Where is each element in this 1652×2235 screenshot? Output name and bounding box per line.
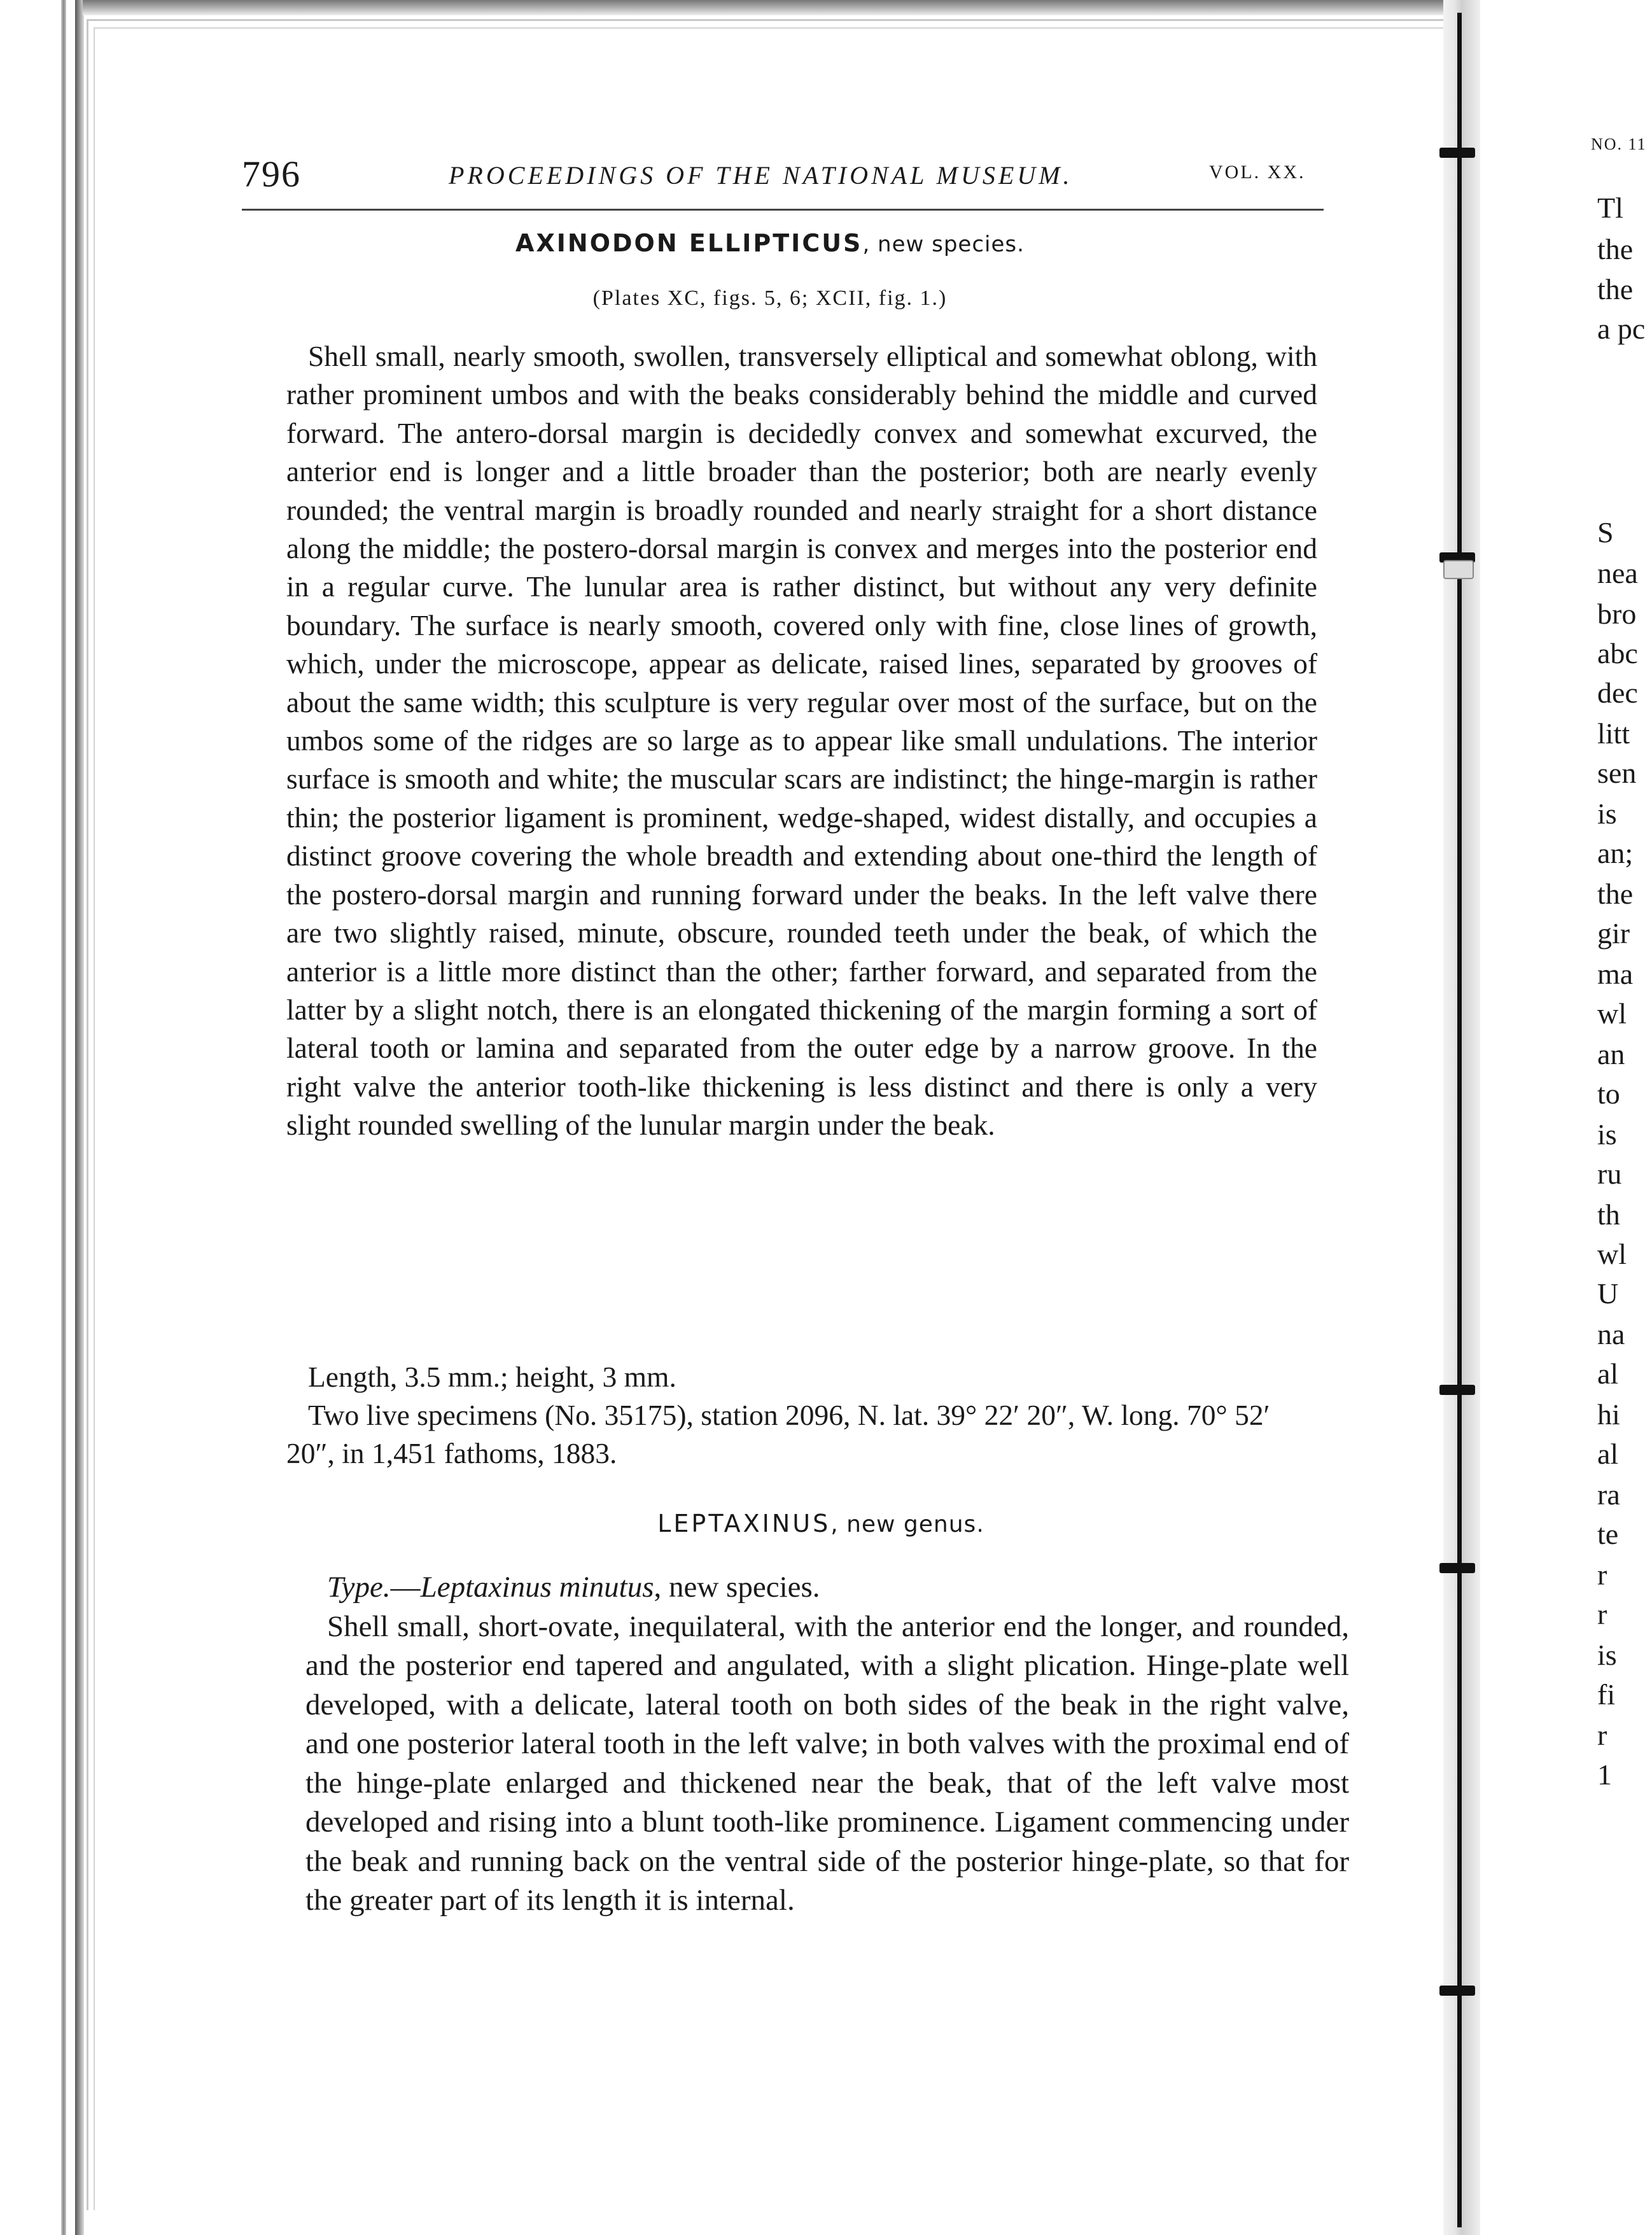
adjacent-page-line: ra xyxy=(1597,1478,1620,1511)
adjacent-page-line: nea xyxy=(1597,557,1638,589)
binding-clip xyxy=(1443,560,1474,579)
specimens-record: Two live specimens (No. 35175), station 2096, N. lat. 39° 22′ 20″, W. long. 70° 52′ 20″, in 1,451 fathoms, 1883. xyxy=(286,1399,1270,1469)
genus-description xyxy=(305,1568,1349,1921)
adjacent-page-line: S xyxy=(1597,516,1614,549)
genus-description-paragraph: Shell small, short-ovate, inequilateral, with the anterior end the longer, and rounded, and the posterior end tapered and angulated, with a slight plication. Hinge-plate well developed, with a delicate, lateral tooth on both sides of the beak in the right valve, and one posterior lateral tooth in the left valve; in both valves with the proximal end of the hinge-plate enlarged and thickened near the beak, that of the left valve most developed and rising into a blunt tooth-like prominence. Ligament commencing under the beak and running back on the ventral side of the posterior hinge-plate, so that for the greater part of its length it is internal. xyxy=(305,1609,1349,1917)
adjacent-page-line: fi xyxy=(1597,1678,1616,1711)
type-label: Type. xyxy=(327,1571,391,1604)
type-species: Leptaxinus minutus xyxy=(420,1571,654,1604)
type-dash: — xyxy=(390,1571,421,1604)
binding-tab xyxy=(1439,1385,1475,1395)
adjacent-page-line: al xyxy=(1597,1357,1619,1390)
adjacent-page-line: na xyxy=(1597,1318,1625,1350)
adjacent-page-line: r xyxy=(1597,1598,1607,1630)
running-head xyxy=(242,153,1324,197)
genus-suffix: , new genus. xyxy=(830,1511,984,1538)
binding-line xyxy=(1457,13,1462,2227)
adjacent-page-line: bro xyxy=(1597,598,1637,630)
adjacent-page-line: te xyxy=(1597,1518,1619,1550)
adjacent-page-line: is xyxy=(1597,1118,1617,1151)
adjacent-page-line: is xyxy=(1597,1639,1617,1671)
description-paragraph: Shell small, nearly smooth, swollen, transversely elliptical and somewhat oblong, with rather prominent umbos and with the beaks considerably behind the middle and curved forward. The antero-dorsal margin is decidedly convex and somewhat excurved, the anterior end is longer and a little broader than the posterior; both are nearly evenly rounded; the ventral margin is broadly rounded and nearly straight for a short distance along the middle; the postero-dorsal margin is convex and merges into the posterior end in a regular curve. The lunular area is rather distinct, but without any very definite boundary. The surface is nearly smooth, covered only with fine, close lines of growth, which, under the microscope, appear as delicate, raised lines, separated by grooves of about the same width; this sculpture is very regular over most of the surface, but on the umbos some of the ridges are so large as to appear like small undulations. The interior surface is smooth and white; the muscular scars are indistinct; the hinge-margin is rather thin; the posterior ligament is prominent, wedge-shaped, widest distally, and occupies a distinct groove covering the whole breadth and extending about one-third the length of the postero-dorsal margin and running forward under the beaks. In the left valve there are two slightly raised, minute, obscure, rounded teeth under the beak, of which the anterior is a little more distinct than the other; farther forward, and separated from the latter by a slight notch, there is an elongated thickening of the margin forming a sort of lateral tooth or lamina and separated from the outer edge by a narrow groove. In the right valve the anterior tooth-like thickening is less distinct and there is only a very slight rounded swelling of the lunular margin under the beak. xyxy=(286,340,1317,1142)
binding-gutter xyxy=(1443,0,1480,2235)
header-rule xyxy=(242,209,1324,211)
species-name: AXINODON ELLIPTICUS xyxy=(515,229,863,257)
adjacent-page-line: the xyxy=(1597,233,1634,265)
adjacent-page-line: ma xyxy=(1597,958,1634,990)
adjacent-page-line: an; xyxy=(1597,837,1634,869)
binding-tab xyxy=(1439,1986,1475,1996)
genus-heading xyxy=(242,1510,1400,1538)
book-edge xyxy=(75,0,84,2235)
adjacent-page-line: 1 xyxy=(1597,1758,1612,1791)
adjacent-page-line: hi xyxy=(1597,1398,1620,1431)
volume-label: VOL. XX. xyxy=(1209,162,1306,183)
page-number: 796 xyxy=(242,153,301,195)
adjacent-page-line: wl xyxy=(1597,997,1627,1030)
adjacent-page-line: gir xyxy=(1597,917,1630,949)
journal-title: PROCEEDINGS OF THE NATIONAL MUSEUM. xyxy=(449,161,1073,190)
adjacent-page-line: r xyxy=(1597,1719,1607,1751)
adjacent-page-line: al xyxy=(1597,1438,1619,1470)
species-suffix: , new species. xyxy=(862,232,1025,257)
adjacent-page-line: to xyxy=(1597,1077,1620,1110)
adjacent-page-line: litt xyxy=(1597,717,1630,750)
adjacent-page-line: U xyxy=(1597,1277,1619,1310)
adjacent-page-line: is xyxy=(1597,797,1617,830)
adjacent-page-line: an xyxy=(1597,1038,1625,1070)
adjacent-page-line: th xyxy=(1597,1198,1620,1231)
adjacent-page-line: abc xyxy=(1597,637,1638,669)
measurements-block xyxy=(286,1358,1317,1473)
adjacent-page-line: a pc xyxy=(1597,312,1646,345)
species-heading xyxy=(242,229,1298,257)
adjacent-page-line: the xyxy=(1597,273,1634,305)
adjacent-page-line: Tl xyxy=(1597,192,1623,224)
adjacent-page-line: dec xyxy=(1597,676,1638,709)
binding-tab xyxy=(1439,1563,1475,1573)
adjacent-page-line: ru xyxy=(1597,1158,1622,1190)
plates-reference: (Plates XC, figs. 5, 6; XCII, fig. 1.) xyxy=(592,286,948,310)
page-top-shadow xyxy=(83,0,1445,15)
adjacent-page-line: the xyxy=(1597,878,1634,910)
adjacent-page-line: sen xyxy=(1597,757,1637,789)
genus-name: LEPTAXINUS xyxy=(657,1510,831,1538)
adjacent-page-fragment xyxy=(1572,0,1652,2235)
species-description xyxy=(286,337,1317,1145)
adjacent-page-header: NO. 11 xyxy=(1591,135,1647,153)
adjacent-page-line: wl xyxy=(1597,1238,1627,1270)
binding-tab xyxy=(1439,148,1475,158)
book-edge-outer xyxy=(61,0,66,2235)
type-line xyxy=(305,1568,1349,1608)
measurements: Length, 3.5 mm.; height, 3 mm. xyxy=(308,1361,676,1393)
type-after: , new species. xyxy=(654,1571,820,1604)
adjacent-page-line: r xyxy=(1597,1559,1607,1591)
